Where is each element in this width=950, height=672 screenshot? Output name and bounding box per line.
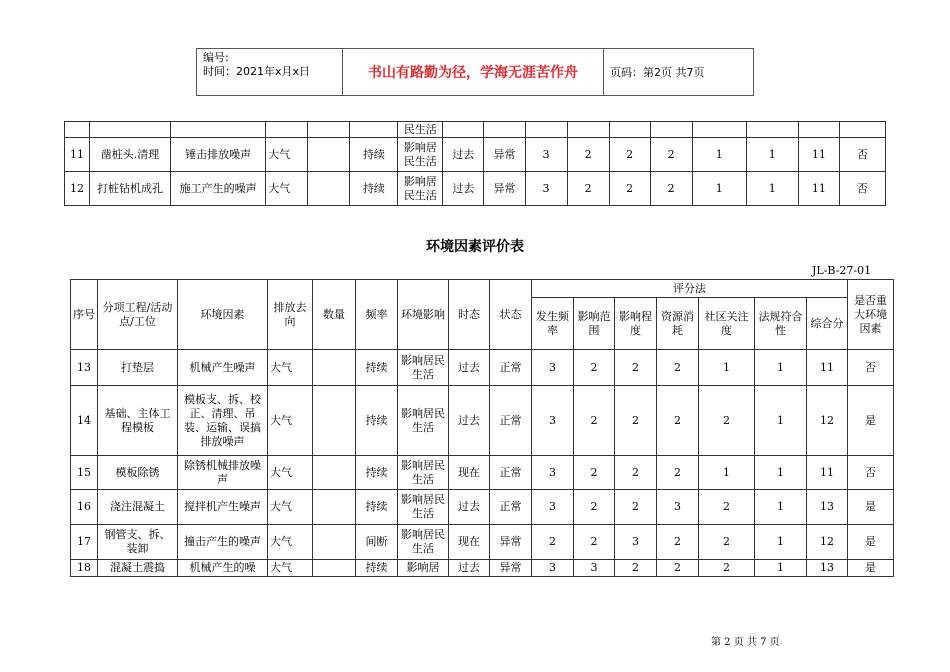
- table-cell: 大气: [268, 350, 313, 386]
- table-cell: 1: [755, 560, 807, 577]
- table-cell: 1: [692, 138, 746, 172]
- table-cell: 凿桩头.清理: [90, 138, 171, 172]
- table-cell: [798, 122, 839, 138]
- table-cell: 大气: [266, 172, 308, 206]
- evaluation-table-body: [71, 350, 894, 577]
- table-cell: 2: [650, 138, 692, 172]
- table-cell: 否: [848, 350, 894, 386]
- table-cell: 12: [807, 386, 848, 456]
- table-cell: [308, 122, 350, 138]
- table-cell: 2: [574, 456, 615, 490]
- table-cell: 2: [532, 525, 574, 560]
- table-cell: 2: [574, 525, 615, 560]
- table-cell: [308, 172, 350, 206]
- table-title: 环境因素评价表: [426, 239, 524, 255]
- table-cell: 17: [71, 525, 98, 560]
- col-community: 社区关注度: [699, 298, 755, 350]
- table-cell: 模板除锈: [98, 456, 178, 490]
- table-cell: 2: [650, 172, 692, 206]
- table-row: [71, 490, 894, 525]
- table-cell: 机械产生噪声: [178, 350, 268, 386]
- table-cell: 1: [746, 172, 798, 206]
- time-label: 时间：2021年x月x日: [203, 65, 311, 78]
- table-cell: 大气: [268, 386, 313, 456]
- table-cell: 异常: [484, 172, 525, 206]
- header-page-info: 页码：第2页 共7页: [610, 66, 705, 79]
- table-cell: 正常: [490, 490, 532, 525]
- continued-table-body: [65, 122, 886, 206]
- table-cell: 3: [532, 386, 574, 456]
- table-cell: 大气: [266, 138, 308, 172]
- table-cell: 施工产生的噪声: [171, 172, 266, 206]
- table-cell: 现在: [449, 456, 490, 490]
- table-row: [71, 560, 894, 577]
- table-cell: 2: [699, 560, 755, 577]
- table-cell: 13: [807, 490, 848, 525]
- col-degree: 影响程度: [615, 298, 657, 350]
- table-cell: [313, 350, 356, 386]
- table-cell: 2: [657, 525, 699, 560]
- col-tense: 时态: [449, 280, 490, 350]
- table-cell: 间断: [356, 525, 398, 560]
- table-cell: [650, 122, 692, 138]
- table-cell: [313, 386, 356, 456]
- table-cell: 2: [657, 560, 699, 577]
- table-cell: 2: [657, 456, 699, 490]
- table-cell: [171, 122, 266, 138]
- table-cell: 过去: [449, 386, 490, 456]
- table-cell: [313, 525, 356, 560]
- table-cell: 3: [532, 456, 574, 490]
- table-cell: 过去: [449, 490, 490, 525]
- table-cell: 3: [532, 560, 574, 577]
- col-factor: 环境因素: [178, 280, 268, 350]
- table-cell: 1: [699, 350, 755, 386]
- table-cell: 大气: [268, 456, 313, 490]
- table-cell: 2: [699, 525, 755, 560]
- table-cell: 12: [65, 172, 90, 206]
- table-cell: 2: [699, 490, 755, 525]
- table-cell: 是: [848, 560, 894, 577]
- table-cell: 搅拌机产生噪声: [178, 490, 268, 525]
- table-cell: 异常: [490, 525, 532, 560]
- table-cell: 混凝土震捣: [98, 560, 178, 577]
- table-cell: [567, 122, 609, 138]
- table-cell: 3: [657, 490, 699, 525]
- table-cell: 2: [609, 138, 650, 172]
- table-cell: 影响居民生活: [398, 138, 443, 172]
- table-cell: 持续: [356, 350, 398, 386]
- table-cell: 影响居民生活: [398, 386, 449, 456]
- table-cell: 2: [574, 490, 615, 525]
- table-cell: 13: [71, 350, 98, 386]
- table-cell: 18: [71, 560, 98, 577]
- table-cell: 3: [615, 525, 657, 560]
- table-cell: 过去: [449, 560, 490, 577]
- table-cell: 持续: [350, 138, 398, 172]
- table-row: [65, 122, 886, 138]
- col-frequency: 频率: [356, 280, 398, 350]
- table-cell: 过去: [443, 138, 484, 172]
- table-cell: 1: [692, 172, 746, 206]
- table-cell: [313, 456, 356, 490]
- page-header: [196, 48, 754, 96]
- col-seq: 序号: [71, 280, 98, 350]
- table-cell: 模板支、拆、校正、清理、吊装、运输、误搞排放噪声: [178, 386, 268, 456]
- table-cell: 持续: [356, 560, 398, 577]
- table-cell: 2: [615, 560, 657, 577]
- col-impact: 环境影响: [398, 280, 449, 350]
- table-cell: 大气: [268, 525, 313, 560]
- col-occur: 发生频率: [532, 298, 574, 350]
- table-cell: 影响居民生活: [398, 456, 449, 490]
- table-cell: 持续: [356, 386, 398, 456]
- header-motto: 书山有路勤为径，学海无涯苦作舟: [343, 49, 604, 95]
- table-cell: 是: [848, 386, 894, 456]
- col-total: 综合分: [807, 298, 848, 350]
- doc-code: JL-B-27-01: [812, 264, 872, 277]
- table-cell: 影响居民生活: [398, 525, 449, 560]
- table-cell: 过去: [443, 172, 484, 206]
- number-label: 编号:: [203, 51, 229, 64]
- table-cell: 大气: [268, 560, 313, 577]
- table-cell: 机械产生的噪: [178, 560, 268, 577]
- col-resource: 资源消耗: [657, 298, 699, 350]
- table-cell: 异常: [490, 560, 532, 577]
- table-cell: 3: [574, 560, 615, 577]
- table-cell: 正常: [490, 386, 532, 456]
- table-cell: 3: [525, 138, 567, 172]
- table-cell: 16: [71, 490, 98, 525]
- table-cell: 是: [848, 490, 894, 525]
- table-cell: 浇注混凝土: [98, 490, 178, 525]
- page-footer: 第 2 页 共 7 页: [711, 637, 780, 648]
- table-cell: 正常: [490, 350, 532, 386]
- table-cell: 2: [567, 172, 609, 206]
- table-cell: [839, 122, 885, 138]
- col-major: 是否重大环境因素: [848, 280, 894, 350]
- table-cell: 2: [615, 386, 657, 456]
- table-cell: 1: [755, 350, 807, 386]
- table-row: [71, 525, 894, 560]
- table-cell: [692, 122, 746, 138]
- table-cell: 3: [532, 350, 574, 386]
- table-cell: [308, 138, 350, 172]
- table-cell: 否: [848, 456, 894, 490]
- header-meta: [197, 49, 343, 95]
- table-cell: 基础、主体工程模板: [98, 386, 178, 456]
- col-direction: 排放去向: [268, 280, 313, 350]
- table-cell: 民生活: [398, 122, 443, 138]
- table-cell: [609, 122, 650, 138]
- table-cell: 2: [615, 350, 657, 386]
- table-cell: [350, 122, 398, 138]
- col-range: 影响范围: [574, 298, 615, 350]
- table-cell: 过去: [449, 350, 490, 386]
- table-cell: 1: [699, 456, 755, 490]
- table-cell: 除锈机械排放噪声: [178, 456, 268, 490]
- table-cell: 影响居民生活: [398, 350, 449, 386]
- table-cell: 影响居民生活: [398, 172, 443, 206]
- table-cell: [65, 122, 90, 138]
- table-cell: 1: [755, 456, 807, 490]
- table-row: [71, 350, 894, 386]
- table-cell: 是: [848, 525, 894, 560]
- table-cell: 2: [615, 490, 657, 525]
- table-row: [71, 456, 894, 490]
- table-cell: 锤击排放噪声: [171, 138, 266, 172]
- table-cell: 正常: [490, 456, 532, 490]
- table-cell: 打垫层: [98, 350, 178, 386]
- col-project: 分项工程/活动点/工位: [98, 280, 178, 350]
- table-cell: 撞击产生的噪声: [178, 525, 268, 560]
- table-cell: 1: [755, 525, 807, 560]
- table-cell: 影响居民生活: [398, 490, 449, 525]
- table-cell: 钢管支、拆、装卸: [98, 525, 178, 560]
- col-state: 状态: [490, 280, 532, 350]
- header-row-1: [71, 280, 894, 298]
- col-quantity: 数量: [313, 280, 356, 350]
- table-cell: 现在: [449, 525, 490, 560]
- table-cell: 否: [839, 138, 885, 172]
- table-cell: [313, 490, 356, 525]
- table-cell: 3: [525, 172, 567, 206]
- table-cell: 2: [609, 172, 650, 206]
- table-cell: [266, 122, 308, 138]
- table-cell: 打桩钻机成孔: [90, 172, 171, 206]
- table-cell: 15: [71, 456, 98, 490]
- table-cell: 11: [807, 350, 848, 386]
- table-cell: 大气: [268, 490, 313, 525]
- table-cell: 2: [699, 386, 755, 456]
- table-cell: 1: [746, 138, 798, 172]
- table-cell: 14: [71, 386, 98, 456]
- table-row: [71, 386, 894, 456]
- table-cell: 11: [65, 138, 90, 172]
- table-cell: 1: [755, 490, 807, 525]
- table-cell: 否: [839, 172, 885, 206]
- table-cell: 2: [657, 386, 699, 456]
- table-cell: 1: [755, 386, 807, 456]
- table-cell: 持续: [350, 172, 398, 206]
- col-scoring: 评分法: [532, 280, 848, 298]
- table-row: [65, 138, 886, 172]
- table-cell: 2: [567, 138, 609, 172]
- table-cell: [313, 560, 356, 577]
- table-cell: [746, 122, 798, 138]
- table-cell: [484, 122, 525, 138]
- table-cell: 2: [574, 386, 615, 456]
- table-row: [65, 172, 886, 206]
- table-cell: 11: [798, 172, 839, 206]
- table-cell: 2: [657, 350, 699, 386]
- table-cell: 11: [807, 456, 848, 490]
- table-cell: [525, 122, 567, 138]
- table-cell: 11: [798, 138, 839, 172]
- table-cell: [90, 122, 171, 138]
- evaluation-table: [70, 279, 894, 577]
- table-cell: 13: [807, 560, 848, 577]
- table-cell: 2: [615, 456, 657, 490]
- table-cell: 12: [807, 525, 848, 560]
- continued-table: [64, 121, 886, 206]
- table-cell: 异常: [484, 138, 525, 172]
- table-cell: 持续: [356, 490, 398, 525]
- table-cell: 影响居: [398, 560, 449, 577]
- table-cell: 2: [574, 350, 615, 386]
- col-law: 法规符合性: [755, 298, 807, 350]
- table-cell: 3: [532, 490, 574, 525]
- table-cell: [443, 122, 484, 138]
- table-cell: 持续: [356, 456, 398, 490]
